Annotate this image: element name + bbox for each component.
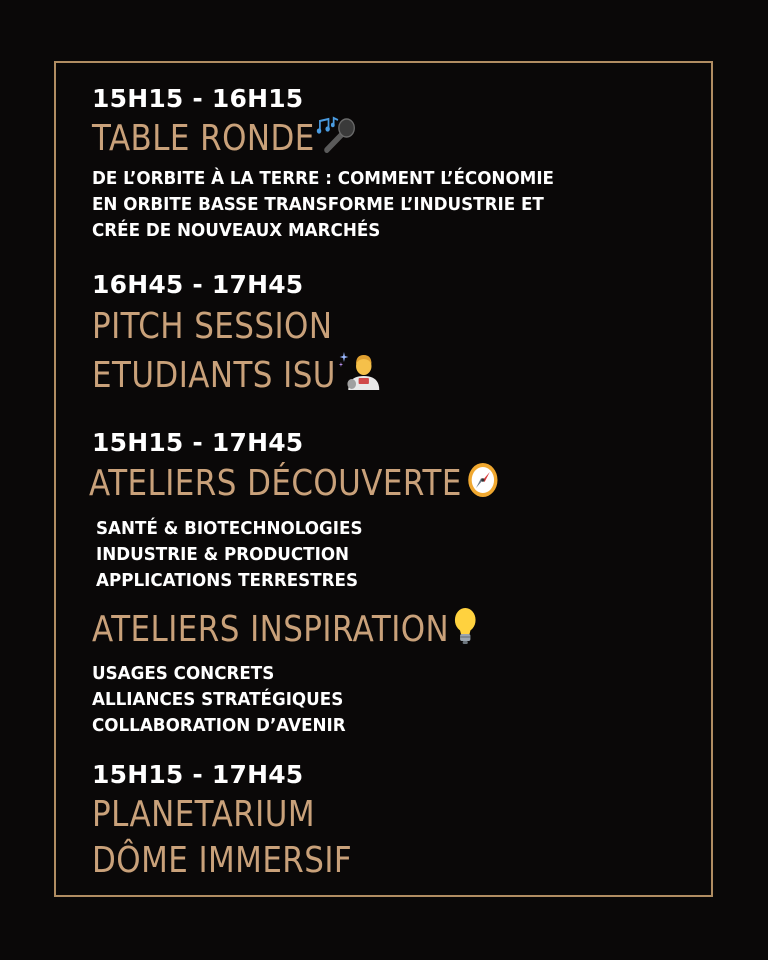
list-item: COLLABORATION D’AVENIR [92, 715, 346, 736]
session-title-line: PITCH SESSION [92, 306, 333, 347]
list-item: USAGES CONCRETS [92, 663, 275, 684]
session-items [96, 516, 537, 594]
session-title-text: ATELIERS INSPIRATION [92, 609, 450, 650]
session-title-line: ETUDIANTS ISU [92, 355, 336, 396]
list-item: APPLICATIONS TERRESTRES [96, 570, 359, 591]
session-planetarium [92, 760, 394, 884]
session-title-line: DÔME IMMERSIF [92, 840, 353, 881]
session-title [92, 116, 519, 164]
list-item: INDUSTRIE & PRODUCTION [96, 544, 350, 565]
compass-icon [464, 460, 504, 510]
session-title-text: TABLE RONDE [92, 118, 315, 159]
list-item: SANTÉ & BIOTECHNOLOGIES [96, 518, 363, 539]
list-item: ALLIANCES STRATÉGIQUES [92, 689, 344, 710]
description-line: EN ORBITE BASSE TRANSFORME L’INDUSTRIE ET [92, 194, 544, 215]
session-description [92, 166, 554, 244]
session-title [92, 792, 352, 884]
session-title-text: ATELIERS DÉCOUVERTE [89, 463, 462, 504]
session-title-line-with-icon [92, 350, 381, 404]
microphone-music-icon [316, 116, 357, 164]
lightbulb-icon [451, 605, 480, 657]
session-time: 15H15 - 17H45 [92, 760, 304, 789]
session-items [92, 661, 512, 739]
session-title-line: PLANETARIUM [92, 794, 315, 835]
description-line: CRÉE DE NOUVEAUX MARCHÉS [92, 220, 381, 241]
session-title [92, 304, 381, 404]
description-line: DE L’ORBITE À LA TERRE : COMMENT L’ÉCONOMIE [92, 168, 555, 189]
session-time: 15H15 - 17H45 [92, 428, 304, 457]
session-time: 15H15 - 16H15 [92, 84, 304, 113]
session-pitch [92, 270, 428, 404]
session-ateliers-decouverte [89, 428, 571, 594]
session-table-ronde [92, 84, 589, 244]
session-time: 16H45 - 17H45 [92, 270, 304, 299]
session-title [92, 605, 480, 657]
session-ateliers-inspiration [92, 605, 543, 739]
session-title [89, 460, 503, 510]
astronaut-icon [338, 350, 381, 404]
